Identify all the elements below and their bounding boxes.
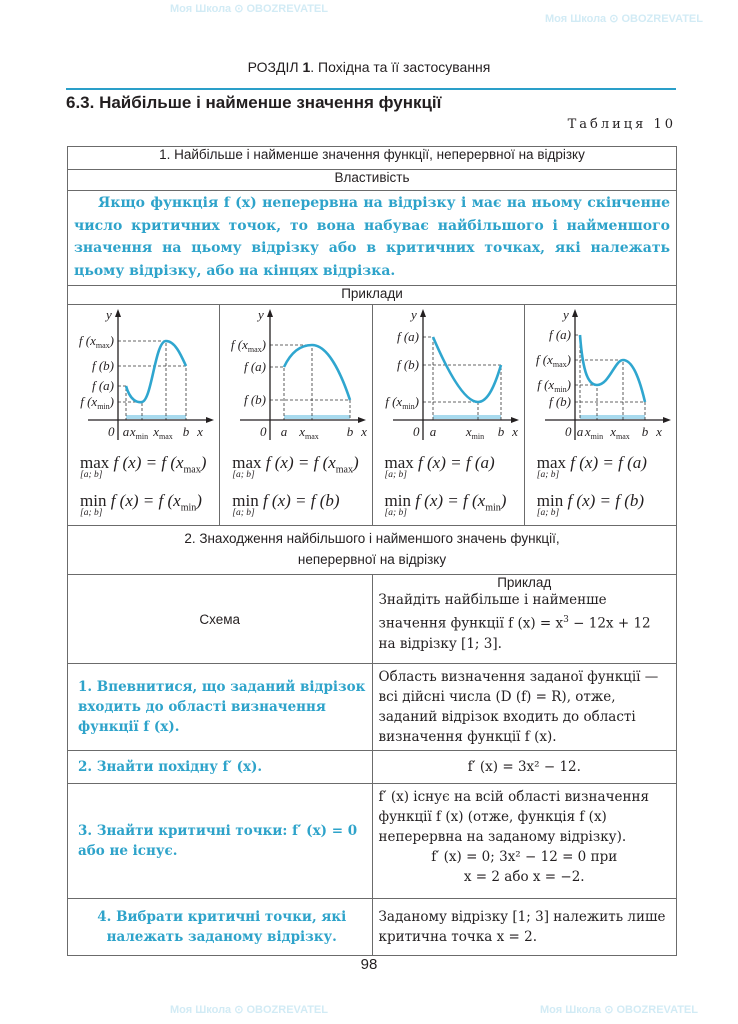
max-operator [384, 453, 414, 480]
example-graph-2 [220, 305, 372, 526]
expr-end: ) [500, 491, 507, 510]
y-tick-label: f (b) [548, 394, 571, 409]
expr-end: ) [200, 453, 207, 472]
guide-line [575, 385, 597, 420]
y-tick-label: f $(x_{min})$ [384, 394, 419, 411]
x-tick-b: b [641, 424, 648, 439]
y-axis-label: y [562, 307, 569, 322]
min-operator [232, 491, 259, 518]
step-3-equation: f′ (x) = 0; 3x² − 12 = 0 при [431, 849, 618, 865]
guide-line [270, 367, 284, 420]
op-text: max [232, 453, 262, 472]
subscript: min [485, 502, 501, 514]
expr-end: ) [196, 491, 202, 510]
interval-band [284, 415, 350, 419]
y-axis-arrow-icon [572, 309, 578, 317]
x-axis-arrow-icon [663, 417, 671, 423]
subscript: min [180, 502, 197, 514]
min-operator [80, 491, 107, 518]
graph-svg [525, 305, 676, 445]
step-4: 4. Вибрати критичні точки, які належать заданому відрізку. [68, 899, 373, 956]
graph-svg [68, 305, 219, 445]
examples-label: Приклади [68, 286, 677, 305]
chapter-header [0, 59, 738, 75]
step-3-roots: x = 2 або x = −2. [463, 869, 585, 885]
example-graph-3 [372, 305, 524, 526]
range-label: [a; b] [536, 508, 560, 518]
watermark: Моя Школа ⊙ OBOZREVATEL [170, 3, 328, 15]
max-operator [80, 453, 110, 480]
range-label: [a; b] [232, 470, 255, 480]
x-tick-label: $x_{min}$ [584, 424, 603, 441]
x-tick-b: b [497, 424, 504, 439]
range-label: [a; b] [80, 508, 103, 518]
x-axis-label: x [361, 424, 368, 439]
y-axis-label: y [106, 307, 112, 322]
section-title: 6.3. Найбільше і найменше значення функції [66, 93, 442, 112]
op-text: min [384, 491, 411, 510]
page-number: 98 [360, 956, 378, 973]
y-axis-arrow-icon [420, 309, 426, 317]
chapter-number: 1 [302, 59, 311, 75]
expr: f (x) = f (b) [262, 491, 340, 510]
expr: f (x) = f (a) [570, 453, 647, 472]
origin-label: 0 [564, 424, 572, 439]
step-3-example [372, 784, 677, 899]
part1-heading: 1. Найбільше і найменше значення функції, неперервної на відрізку [68, 147, 677, 170]
header-rule [66, 88, 676, 90]
y-tick-label: f (b) [91, 358, 114, 373]
origin-label: 0 [412, 424, 419, 439]
x-axis-label: x [197, 424, 203, 439]
min-formula [232, 491, 340, 518]
chapter-prefix: РОЗДІЛ [247, 59, 303, 75]
step-4-example: Заданому відрізку [1; 3] належить лише критична точка x = 2. [372, 899, 677, 956]
x-tick-label: $x_{max}$ [299, 424, 320, 441]
max-formula [384, 453, 495, 480]
y-tick-label: f $(x_{max})$ [231, 337, 267, 354]
min-formula [80, 491, 202, 518]
scheme-header: Схема [68, 575, 373, 664]
property-text [68, 191, 677, 286]
interval-band [126, 415, 186, 419]
range-label: [a; b] [384, 470, 407, 480]
y-tick-label: f (a) [244, 359, 267, 374]
range-label: [a; b] [80, 470, 103, 480]
x-axis-label: x [655, 424, 662, 439]
min-formula [536, 491, 645, 518]
y-tick-label: f (a) [396, 329, 419, 344]
step-3-example-text: f′ (x) існує на всій області визначення функції f (x) (отже, функція f (x) неперервна на заданому відрізку). [378, 789, 650, 845]
watermark: Моя Школа ⊙ OBOZREVATEL [170, 1004, 328, 1016]
example-task-part: Знайдіть найбільше і найменше значення функції f (x) = x [378, 592, 607, 632]
expr: f (x) = f (x [415, 491, 486, 510]
origin-label: 0 [260, 424, 267, 439]
y-tick-label: f $(x_{min})$ [80, 394, 114, 411]
x-tick-a: a [122, 424, 130, 439]
part2-heading-line1: 2. Знаходження найбільшого і найменшого значень функції, [184, 531, 560, 546]
function-curve [433, 337, 501, 402]
subscript: max [183, 464, 201, 476]
y-axis-arrow-icon [115, 309, 121, 317]
y-axis-arrow-icon [267, 309, 273, 317]
x-axis-label: x [511, 424, 518, 439]
y-tick-label: f (a) [91, 378, 114, 393]
subscript: max [335, 464, 353, 476]
op-text: min [536, 491, 564, 510]
y-tick-label: f $(x_{max})$ [78, 333, 114, 350]
table-label: Таблиця 10 [567, 117, 676, 132]
op-text: max [80, 453, 110, 472]
example-graph-1 [68, 305, 220, 526]
min-operator [384, 491, 411, 518]
max-formula [536, 453, 647, 480]
property-text-content: Якщо функція f (x) неперервна на відрізку і має на ньому скінченне число критичних точок, то вона набуває найбільшого і найменшого значення на цьому відрізку або в критичних точках, які належать цьому відрізку, або на кінцях відрізка. [74, 195, 670, 279]
x-tick-label: $x_{min}$ [465, 424, 484, 441]
op-text: max [536, 453, 567, 472]
range-label: [a; b] [536, 470, 560, 480]
range-label: [a; b] [384, 508, 407, 518]
interval-band [580, 415, 645, 419]
y-tick-label: f (b) [396, 357, 419, 372]
op-text: max [384, 453, 414, 472]
step-2: 2. Знайти похідну f′ (x). [68, 751, 373, 784]
x-tick-label: $x_{max}$ [153, 424, 173, 441]
x-tick-a: a [281, 424, 288, 439]
example-label: Приклад [497, 575, 552, 590]
y-tick-label: f (b) [244, 392, 267, 407]
function-curve [580, 335, 645, 402]
step-2-example: f′ (x) = 3x² − 12. [372, 751, 677, 784]
y-tick-label: f $(x_{min})$ [536, 377, 571, 394]
example-task [373, 590, 677, 657]
step-3: 3. Знайти критичні точки: f′ (x) = 0 або не існує. [68, 784, 373, 899]
guide-line [575, 360, 623, 420]
x-tick-b: b [347, 424, 354, 439]
expr: f (x) = f (x [113, 453, 184, 472]
op-text: min [80, 491, 107, 510]
expr: f (x) = f (b) [567, 491, 645, 510]
x-tick-label: $x_{min}$ [129, 424, 149, 441]
graph-svg [373, 305, 524, 445]
example-task-part: − 12x + 12 на відрізку [1; 3]. [378, 615, 651, 652]
part2-heading-line2: неперервної на відрізку [297, 552, 447, 567]
y-tick-label: f $(x_{max})$ [535, 352, 571, 369]
guide-line [118, 386, 126, 420]
part2-heading [68, 526, 677, 575]
min-formula [384, 491, 507, 518]
max-operator [232, 453, 262, 480]
x-axis-arrow-icon [358, 417, 366, 423]
chapter-title: . Похідна та її застосування [310, 59, 491, 75]
y-axis-label: y [258, 307, 265, 322]
function-curve [126, 341, 186, 402]
example-header [372, 575, 677, 664]
max-operator [536, 453, 567, 480]
example-graph-4 [524, 305, 676, 526]
summary-table [67, 146, 677, 956]
expr: f (x) = f (x [265, 453, 336, 472]
step-1-example: Область визначення заданої функції — всі дійсні числа (D (f) = R), отже, заданий відрізок входить до області визначення функції f (x). [372, 664, 677, 751]
x-tick-a: a [576, 424, 583, 439]
watermark: Моя Школа ⊙ OBOZREVATEL [540, 1004, 698, 1016]
graph-svg [220, 305, 371, 445]
step-1: 1. Впевнитися, що заданий відрізок входить до області визначення функції f (x). [68, 664, 373, 751]
max-formula [80, 453, 207, 480]
interval-band [433, 415, 501, 419]
x-axis-arrow-icon [206, 417, 214, 423]
x-tick-b: b [182, 424, 190, 439]
property-label: Властивість [68, 170, 677, 191]
exponent: 3 [563, 615, 569, 625]
op-text: min [232, 491, 259, 510]
x-tick-a: a [429, 424, 436, 439]
expr-end: ) [353, 453, 359, 472]
watermark: Моя Школа ⊙ OBOZREVATEL [545, 13, 703, 25]
y-axis-label: y [410, 307, 417, 322]
guide-line [575, 335, 580, 420]
x-tick-label: $x_{max}$ [609, 424, 630, 441]
x-axis-arrow-icon [511, 417, 519, 423]
guide-line [423, 337, 433, 420]
max-formula [232, 453, 359, 480]
function-curve [284, 345, 350, 400]
origin-label: 0 [108, 424, 115, 439]
expr: f (x) = f (a) [418, 453, 495, 472]
expr: f (x) = f (x [110, 491, 181, 510]
min-operator [536, 491, 564, 518]
y-tick-label: f (a) [548, 327, 571, 342]
range-label: [a; b] [232, 508, 255, 518]
